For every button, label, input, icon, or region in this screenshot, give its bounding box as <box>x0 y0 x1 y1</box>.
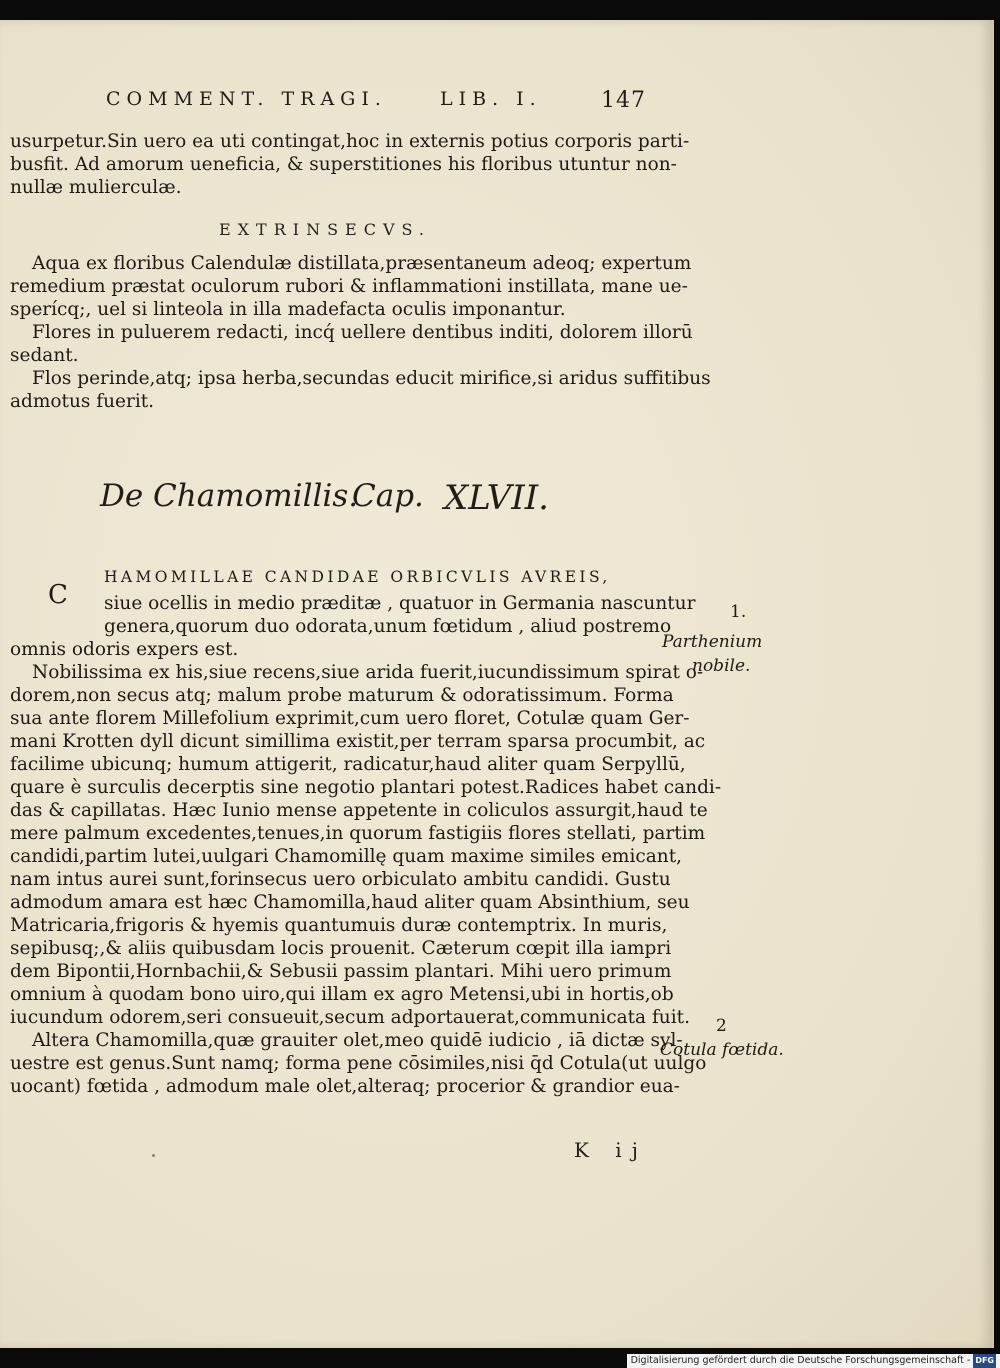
chapter-indented-lines <box>104 592 696 638</box>
catchword: K ij <box>574 1138 648 1162</box>
ink-speck <box>152 1154 155 1157</box>
book-page <box>0 20 994 1348</box>
text-line: admotus fuerit. <box>10 391 155 412</box>
text-line: Altera Chamomilla,quæ grauiter olet,meo quidē iudicio , iā dictæ syl- <box>32 1030 683 1051</box>
page-number: 147 <box>601 88 646 113</box>
margin-note-number: 2 <box>716 1016 727 1036</box>
text-line: uestre est genus.Sunt namq; forma pene cōsimiles,nisi q̄d Cotula(ut uulgo <box>10 1053 707 1074</box>
text-line: omnium à quodam bono uiro,qui illam ex agro Metensi,ubi in hortis,ob <box>10 984 674 1005</box>
text-line: dorem,non secus atq; malum probe maturum & odoratissimum. Forma <box>10 685 674 706</box>
text-line: iucundum odorem,seri consueuit,secum adportauerat,communicata fuit. <box>10 1007 690 1028</box>
header-title: COMMENT. TRAGI. <box>106 88 387 110</box>
text-line: Aqua ex floribus Calendulæ distillata,præsentaneum adeoq; expertum <box>32 253 692 274</box>
text-line: mani Krotten dyll dicunt simillima existit,per terram sparsa procumbit, ac <box>10 731 706 752</box>
margin-note-label: Cotula fœtida. <box>660 1040 784 1060</box>
text-line: Matricaria,frigoris & hyemis quantumuis duræ contemptrix. In muris, <box>10 915 668 936</box>
text-line: busfit. Ad amorum ueneficia, & superstitiones his floribus utuntur non- <box>10 154 677 175</box>
text-line: usurpetur.Sin uero ea uti contingat,hoc in externis potius corporis parti- <box>10 131 690 152</box>
drop-cap: C <box>48 580 68 610</box>
chapter-number: XLVII. <box>444 478 549 518</box>
text-line: nullæ mulierculæ. <box>10 177 182 198</box>
header-book: LIB. I. <box>440 88 542 110</box>
text-line: sua ante florem Millefolium exprimit,cum uero floret, Cotulæ quam Ger- <box>10 708 690 729</box>
top-paragraph <box>10 130 690 199</box>
text-line: candidi,partim lutei,uulgari Chamomillę quam maxime similes emicant, <box>10 846 683 867</box>
text-line: admodum amara est hæc Chamomilla,haud aliter quam Absinthium, seu <box>10 892 690 913</box>
margin-note-label: nobile. <box>692 656 751 676</box>
funding-footer <box>627 1354 1000 1368</box>
text-line: facilime ubicunq; humum attigerit, radicatur,haud aliter quam Serpyllū, <box>10 754 686 775</box>
dfg-logo-icon: DFG <box>973 1354 996 1368</box>
top-frame <box>0 0 1000 20</box>
chapter-title: De Chamomillis. <box>100 478 359 514</box>
text-line: uocant) fœtida , admodum male olet,alteraq; procerior & grandior eua- <box>10 1076 680 1097</box>
text-line: Nobilissima ex his,siue recens,siue arida fuerit,iucundissimum spirat o- <box>32 662 704 683</box>
text-line: sperícq;, uel si linteola in illa madefacta oculis imponantur. <box>10 299 566 320</box>
text-line: sedant. <box>10 345 79 366</box>
text-line: genera,quorum duo odorata,unum fœtidum , aliud postremo <box>104 616 672 637</box>
text-line: mere palmum excedentes,tenues,in quorum fastigiis flores stellati, partim <box>10 823 706 844</box>
margin-note-label: Parthenium <box>662 632 763 652</box>
extrinsecus-section <box>10 252 711 413</box>
text-line: das & capillatas. Hæc Iunio mense appetente in coliculos assurgit,haud te <box>10 800 708 821</box>
text-line: Flos perinde,atq; ipsa herba,secundas educit mirifice,si aridus suffitibus <box>32 368 711 389</box>
chapter-first-line: HAMOMILLAE CANDIDAE ORBICVLIS AVREIS, <box>104 568 611 586</box>
chapter-cap-word: Cap. <box>352 478 424 514</box>
margin-note-number: 1. <box>730 602 747 622</box>
text-line: remedium præstat oculorum rubori & inflammationi instillata, mane ue- <box>10 276 688 297</box>
footer-text: Digitalisierung gefördert durch die Deutsche Forschungsgemeinschaft - <box>630 1355 971 1366</box>
section-subheading: EXTRINSECVS. <box>218 220 432 239</box>
text-line: nam intus aurei sunt,forinsecus uero orbiculato ambitu candidi. Gustu <box>10 869 671 890</box>
text-line: dem Bipontii,Hornbachii,& Sebusii passim plantari. Mihi uero primum <box>10 961 672 982</box>
text-line: Flores in puluerem redacti, incq́ uellere dentibus inditi, dolorem illorū <box>32 322 693 343</box>
text-line: quare è surculis decerptis sine negotio plantari potest.Radices habet candi- <box>10 777 722 798</box>
text-line: omnis odoris expers est. <box>10 639 239 660</box>
text-line: sepibusq;,& aliis quibusdam locis prouenit. Cæterum cœpit illa iampri <box>10 938 672 959</box>
text-line: siue ocellis in medio præditæ , quatuor in Germania nascuntur <box>104 593 696 614</box>
